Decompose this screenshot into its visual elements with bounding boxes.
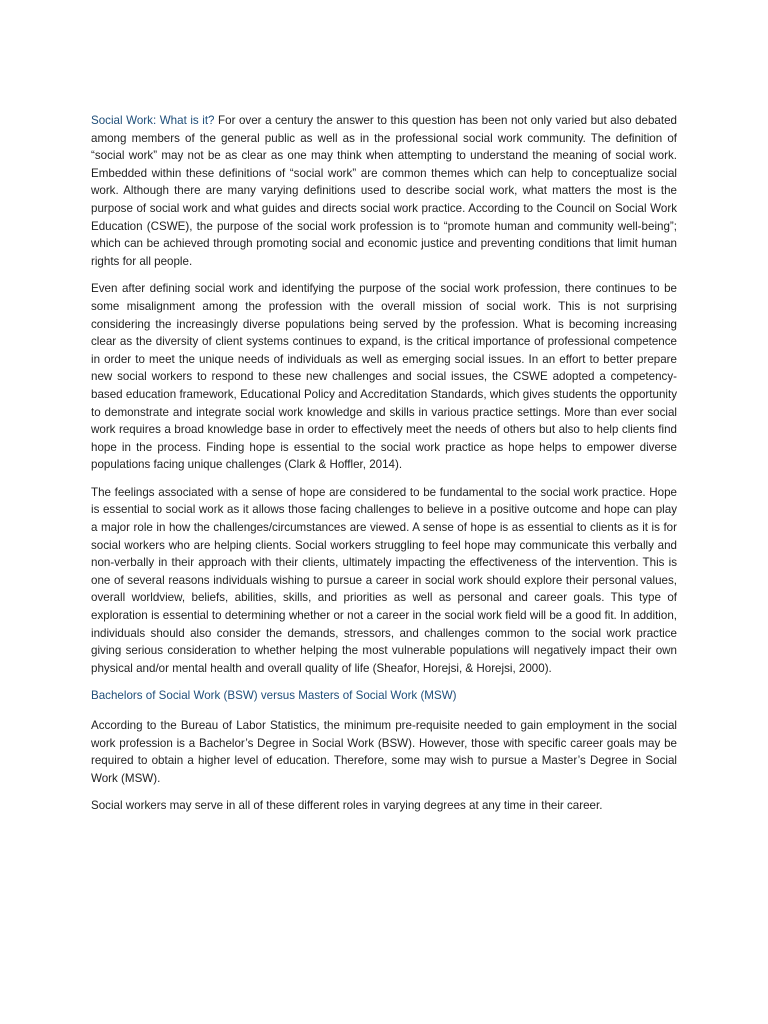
document-page [91, 112, 677, 825]
intro-body-text: For over a century the answer to this question has been not only varied but also debated among members of the general public as well as in the professional social work community. The definition of “social work” may not be as clear as one may think when attempting to understand the meaning of social work. Embedded within these definitions of “social work” are common themes which can help to conceptualize social work. Although there are many varying definitions used to describe social work, what matters the most is the purpose of social work and what guides and directs social work practice. According to the Council on Social Work Education (CSWE), the purpose of the social work profession is to “promote human and community well-being”; which can be achieved through promoting social and economic justice and preventing conditions that limit human rights for all people. [91, 114, 677, 268]
paragraph-education-requirements: According to the Bureau of Labor Statistics, the minimum pre-requisite needed to gain employment in the social work profession is a Bachelor’s Degree in Social Work (BSW). However, those with specific career goals may be required to obtain a higher level of education. Therefore, some may wish to pursue a Master’s Degree in Social Work (MSW). [91, 719, 677, 785]
section-heading-bsw-msw: Bachelors of Social Work (BSW) versus Masters of Social Work (MSW) [91, 689, 457, 703]
paragraph-purpose-competence: Even after defining social work and identifying the purpose of the social work profession, there continues to be some misalignment among the profession with the overall mission of social work. This is not surprising considering the increasingly diverse populations being served by the profession. What is becoming increasing clear as the diversity of client systems continues to expand, is the critical importance of professional competence in order to meet the unique needs of individuals as well as emerging social issues. In an effort to better prepare new social workers to respond to these new challenges and social issues, the CSWE adopted a competency-based education framework, Educational Policy and Accreditation Standards, which gives students the opportunity to demonstrate and integrate social work knowledge and skills in various practice settings. More than ever social work requires a broad knowledge base in order to effectively meet the needs of others but also to help clients find hope in the process. Finding hope is essential to the social work practice as hope helps to empower diverse populations facing unique challenges (Clark & Hoffler, 2014). [91, 282, 677, 472]
paragraph-roles: Social workers may serve in all of these different roles in varying degrees at any time in their career. [91, 799, 603, 813]
paragraph-hope: The feelings associated with a sense of hope are considered to be fundamental to the social work practice. Hope is essential to social work as it allows those facing challenges to believe in a positive outcome and hope can play a major role in how the challenges/circumstances are viewed. A sense of hope is as essential to clients as it is for social workers who are helping clients. Social workers struggling to feel hope may communicate this verbally and non-verbally in their approach with their clients, ultimately impacting the effectiveness of the intervention. This is one of several reasons individuals wishing to pursue a career in social work should explore their personal values, overall worldview, beliefs, abilities, skills, and priorities as well as personal and career goals. This type of exploration is essential to determining whether or not a career in the social work field will be a good fit. In addition, individuals should also consider the demands, stressors, and challenges common to the social work practice giving serious consideration to whether helping the most vulnerable populations will negatively impact their own physical and/or mental health and overall quality of life (Sheafor, Horejsi, & Horejsi, 2000). [91, 485, 677, 675]
intro-lead-heading: Social Work: What is it? [91, 114, 215, 127]
intro-paragraph [91, 112, 677, 270]
